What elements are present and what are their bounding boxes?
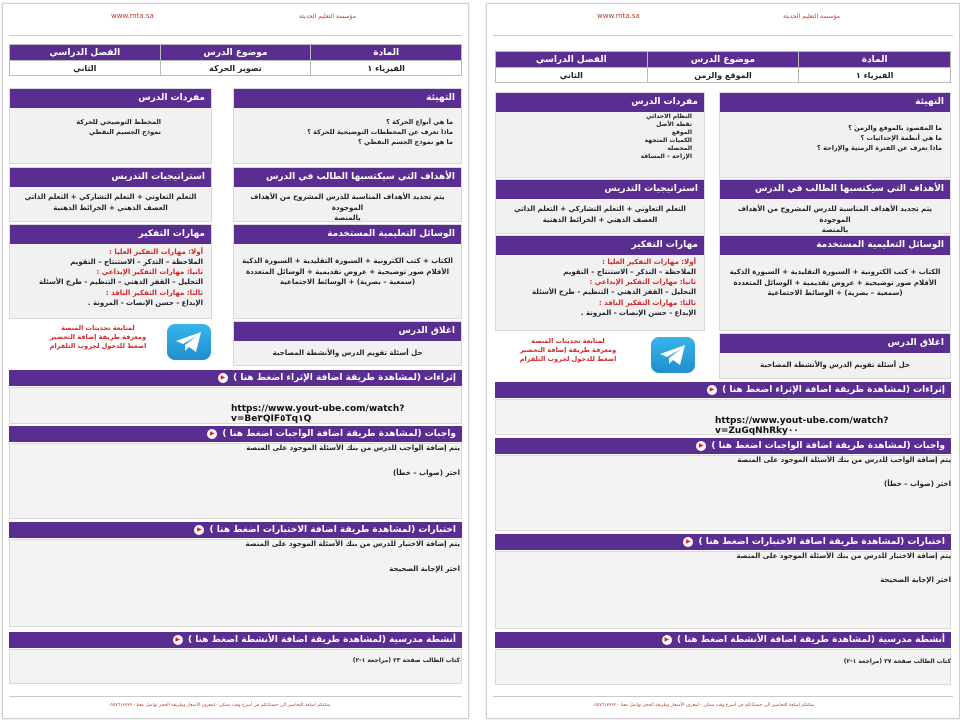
- skills-high-text: الملاحظة – التذكر – الاستنتاج – التقويم: [563, 268, 696, 277]
- header-divider: [493, 35, 953, 36]
- org-name: مؤسسة التعليم الحديثة: [783, 13, 840, 20]
- vocab-item: الكميات المتجهة: [644, 137, 692, 145]
- tests-answer-type: اختر الإجابة الصحيحة: [880, 576, 951, 584]
- closing-title: اغلاق الدرس: [720, 334, 950, 353]
- activities-header[interactable]: [495, 632, 951, 648]
- youtube-play-icon[interactable]: ▶: [194, 525, 204, 535]
- skills-creative-label: ثانيا: مهارات التفكير الإبداعي :: [96, 268, 203, 277]
- media-line: الأقلام صور توضيحية + عروض تقديمية + الوسائل المتعددة: [246, 267, 449, 276]
- vocab-title: مفردات الدرس: [496, 93, 704, 112]
- subject-value: الفيزياء ١: [311, 61, 462, 76]
- warmup-title: التهيئة: [234, 89, 461, 108]
- enrichment-url[interactable]: https://www.yout-ube.com/watch?v=ZuGqNhRky٠٠: [715, 416, 889, 436]
- media-line: (سمعية – بصرية) + الوسائط الاجتماعية: [767, 289, 903, 297]
- tests-panel: [9, 539, 462, 627]
- thinking-skills-title: مهارات التفكير: [496, 236, 704, 255]
- col-term: الفصل الدراسي: [496, 52, 648, 68]
- tests-text: يتم إضافة الاختبار للدرس من بنك الأسئلة الموجود على المنصة: [245, 540, 460, 548]
- homework-answer-type: اختر (صواب – خطأ): [393, 469, 460, 477]
- enrichment-title: إثراءات (لمشاهدة طريقة اضافة الإثراء اضغط هنا ): [233, 373, 456, 383]
- homework-answer-type: اختر (صواب – خطأ): [884, 480, 951, 488]
- strategies-title: استراتيجيات التدريس: [496, 180, 704, 199]
- skills-critical-text: الإبداع - حسن الإنصات - المرونة .: [580, 308, 696, 317]
- skills-critical-label: ثالثا: مهارات التفكير الناقد :: [598, 298, 696, 307]
- homework-text: يتم إضافة الواجب للدرس من بنك الأسئلة الموجود على المنصة: [737, 456, 951, 464]
- goals-box: [719, 179, 951, 234]
- homework-panel: [495, 455, 951, 531]
- enrichment-title: إثراءات (لمشاهدة طريقة اضافة الإثراء اضغط هنا ): [722, 385, 945, 395]
- col-topic: موضوع الدرس: [160, 45, 311, 61]
- goals-line: يتم تحديد الأهداف المناسبة للدرس المشروح من الأهداف الموجودة: [737, 205, 933, 224]
- lesson-info-table: [9, 44, 462, 76]
- telegram-line: لمتابعة تحديثات المنصة: [531, 337, 605, 345]
- telegram-line: لمتابعة تحديثات المنصة: [61, 324, 135, 332]
- homework-title: واجبات (لمشاهدة طريقة اضافة الواجبات اضغط هنا ): [222, 429, 456, 439]
- closing-title: اغلاق الدرس: [234, 322, 461, 341]
- skills-high-label: أولا: مهارات التفكير العليا :: [602, 258, 696, 266]
- vocab-item: المحصلة: [667, 145, 692, 153]
- goals-title: الأهداف التي سيكتسبها الطالب في الدرس: [720, 180, 950, 199]
- youtube-play-icon[interactable]: ▶: [662, 635, 672, 645]
- goals-title: الأهداف التي سيكتسبها الطالب في الدرس: [234, 168, 461, 187]
- skills-critical-text: الإبداع - حسن الإنصات - المرونة .: [87, 298, 203, 307]
- site-url[interactable]: www.mta.sa: [111, 12, 154, 20]
- strategies-line: العصف الذهني + الخرائط الذهنية: [53, 203, 168, 212]
- warmup-line: ماذا تعرف عن الفترة الزمنية والإزاحة ؟: [817, 143, 942, 152]
- goals-line: بالمنصة: [334, 214, 361, 222]
- goals-box: [233, 167, 462, 222]
- lesson-page-left: [2, 3, 469, 719]
- closing-text: حل أسئلة تقويم الدرس والأنشطة المصاحبة: [760, 361, 910, 369]
- header-divider: [9, 35, 462, 36]
- skills-creative-text: التحليل – القفز الذهني – التنظيم - طرح الأسئلة: [39, 278, 203, 287]
- tests-answer-type: اختر الإجابة الصحيحة: [389, 565, 460, 573]
- term-value: الثاني: [10, 61, 161, 76]
- skills-high-label: أولا: مهارات التفكير العليا :: [109, 248, 203, 256]
- youtube-play-icon[interactable]: ▶: [218, 373, 228, 383]
- strategies-box: [495, 179, 705, 234]
- footer-divider: [9, 696, 462, 697]
- vocab-item: نقطة الأصل: [656, 121, 692, 129]
- tests-title: اختبارات (لمشاهدة طريقة اضافة الاختبارات اضغط هنا ): [209, 525, 456, 535]
- thinking-skills-title: مهارات التفكير: [10, 225, 211, 244]
- topic-value: تصوير الحركة: [160, 61, 311, 76]
- warmup-title: التهيئة: [720, 93, 950, 112]
- lesson-page-right: [486, 3, 960, 719]
- site-url[interactable]: www.mta.sa: [597, 12, 640, 20]
- tests-text: يتم إضافة الاختبار للدرس من بنك الأسئلة الموجود على المنصة: [736, 552, 951, 560]
- activities-title: أنشطة مدرسية (لمشاهدة طريقة اضافة الأنشطة اضغط هنا ): [676, 635, 945, 645]
- skills-creative-text: التحليل – القفز الذهني – التنظيم - طرح الأسئلة: [532, 288, 696, 297]
- telegram-line: ومعرفة طريقة إضافة التحضير: [519, 345, 617, 354]
- vocab-box: [495, 92, 705, 178]
- youtube-play-icon[interactable]: ▶: [683, 537, 693, 547]
- skills-creative-label: ثانيا: مهارات التفكير الإبداعي :: [589, 278, 696, 287]
- tests-panel: [495, 551, 951, 629]
- activities-header[interactable]: [9, 632, 462, 648]
- homework-text: يتم إضافة الواجب للدرس من بنك الأسئلة الموجود على المنصة: [246, 444, 460, 452]
- vocab-item: الإزاحة – المسافة: [640, 153, 692, 161]
- media-box: [233, 224, 462, 319]
- thinking-skills-box: [9, 224, 212, 319]
- strategies-line: التعلم التعاوني + التعلم التشاركي + التعلم الذاتي: [24, 193, 197, 201]
- closing-box: [233, 321, 462, 366]
- vocab-item: النظام الاحداثي: [645, 113, 692, 120]
- media-title: الوسائل التعليمية المستخدمة: [234, 225, 461, 244]
- enrichment-header[interactable]: [495, 382, 951, 398]
- warmup-box: [233, 88, 462, 164]
- footer-text: يمكنكم اضافة التحاضير الى حساباتكم في أسرع وقت ممكن - لمعرف الأسعار وطريقة الحجز تواصل معنا - ٠٥٥٧٦١٧٧٢٢: [592, 703, 815, 708]
- warmup-line: ما هي أنظمة الإحداثيات ؟: [860, 133, 942, 142]
- youtube-play-icon[interactable]: ▶: [207, 429, 217, 439]
- warmup-line: ماذا تعرف عن المخططات التوضيحية للحركة ؟: [307, 127, 453, 136]
- vocab-box: [9, 88, 212, 164]
- activities-title: أنشطة مدرسية (لمشاهدة طريقة اضافة الأنشطة اضغط هنا ): [187, 635, 456, 645]
- lesson-info-table: [495, 51, 951, 83]
- media-title: الوسائل التعليمية المستخدمة: [720, 236, 950, 255]
- closing-box: [719, 333, 951, 379]
- telegram-line: ومعرفة طريقة إضافة التحضير: [49, 332, 147, 341]
- strategies-line: التعلم التعاوني + التعلم التشاركي + التعلم الذاتي: [514, 205, 686, 213]
- telegram-line: اضغط للدخول لجروب التلقرام: [519, 354, 617, 363]
- vocab-title: مفردات الدرس: [10, 89, 211, 108]
- goals-line: بالمنصة: [821, 226, 849, 234]
- enrichment-url[interactable]: https://www.yout-ube.com/watch?v=Be٣QIF٥Tq١Q: [231, 404, 405, 424]
- media-line: الكتاب + كتب الكترونية + السبورة التقليدية + السبورة الذكية: [729, 268, 941, 276]
- col-topic: موضوع الدرس: [647, 52, 799, 68]
- youtube-play-icon[interactable]: ▶: [173, 635, 183, 645]
- tests-header[interactable]: [495, 534, 951, 550]
- thinking-skills-box: [495, 235, 705, 331]
- telegram-promo[interactable]: [43, 324, 153, 350]
- topic-value: الموقع والزمن: [647, 68, 799, 83]
- activities-panel: [9, 649, 462, 684]
- homework-header[interactable]: [495, 438, 951, 454]
- skills-high-text: الملاحظة – التذكر – الاستنتاج – التقويم: [70, 258, 203, 267]
- warmup-line: ما هو نموذج الجسم النقطي ؟: [358, 137, 453, 146]
- telegram-line: اضغط للدخول لجروب التلقرام: [49, 341, 147, 350]
- media-line: (سمعية – بصرية) + الوسائط الاجتماعية: [279, 278, 416, 286]
- col-subject: المادة: [799, 52, 951, 68]
- homework-header[interactable]: [9, 426, 462, 442]
- enrichment-header[interactable]: [9, 370, 462, 386]
- vocab-item: المخطط التوضيحي للحركة: [76, 118, 161, 126]
- strategies-title: استراتيجيات التدريس: [10, 168, 211, 187]
- activities-text: كتاب الطالب صفحة ٣٧ (مراجعة ١-٢): [843, 658, 951, 665]
- footer-divider: [493, 696, 953, 697]
- media-box: [719, 235, 951, 331]
- media-line: الكتاب + كتب الكترونية + السبورة التقليدية + السبورة الذكية: [242, 257, 453, 265]
- tests-header[interactable]: [9, 522, 462, 538]
- col-term: الفصل الدراسي: [10, 45, 161, 61]
- activities-text: كتاب الطالب صفحة ٢٣ (مراجعة ١-٢): [352, 657, 460, 664]
- youtube-play-icon[interactable]: ▶: [707, 385, 717, 395]
- vocab-item: الموقع: [671, 129, 692, 137]
- warmup-line: ما هي أنواع الحركة ؟: [386, 118, 453, 126]
- warmup-box: [719, 92, 951, 178]
- telegram-promo[interactable]: [513, 337, 623, 363]
- media-line: الأقلام صور توضيحية + عروض تقديمية + الوسائل المتعددة: [733, 278, 937, 287]
- homework-panel: [9, 443, 462, 519]
- col-subject: المادة: [311, 45, 462, 61]
- telegram-icon[interactable]: [651, 337, 695, 373]
- term-value: الثاني: [496, 68, 648, 83]
- tests-title: اختبارات (لمشاهدة طريقة اضافة الاختبارات اضغط هنا ): [698, 537, 945, 547]
- youtube-play-icon[interactable]: ▶: [696, 441, 706, 451]
- org-name: مؤسسة التعليم الحديثة: [299, 13, 356, 20]
- goals-line: يتم تحديد الأهداف المناسبة للدرس المشروح من الأهداف الموجودة: [250, 193, 445, 212]
- telegram-icon[interactable]: [167, 324, 211, 360]
- activities-panel: [495, 649, 951, 685]
- subject-value: الفيزياء ١: [799, 68, 951, 83]
- skills-critical-label: ثالثا: مهارات التفكير الناقد :: [105, 288, 203, 297]
- homework-title: واجبات (لمشاهدة طريقة اضافة الواجبات اضغط هنا ): [711, 441, 945, 451]
- warmup-line: ما المقصود بالموقع والزمن ؟: [848, 124, 942, 132]
- strategies-box: [9, 167, 212, 222]
- closing-text: حل أسئلة تقويم الدرس والأنشطة المصاحبة: [272, 349, 423, 357]
- footer-text: يمكنكم اضافة التحاضير الى حساباتكم في أسرع وقت ممكن - لمعرف الأسعار وطريقة الحجز تواصل معنا - ٠٥٥٧٦١٧٧٢٢: [108, 703, 331, 708]
- strategies-line: العصف الذهني + الخرائط الذهنية: [542, 215, 658, 224]
- vocab-item: نموذج الجسيم النقطي: [88, 127, 161, 136]
